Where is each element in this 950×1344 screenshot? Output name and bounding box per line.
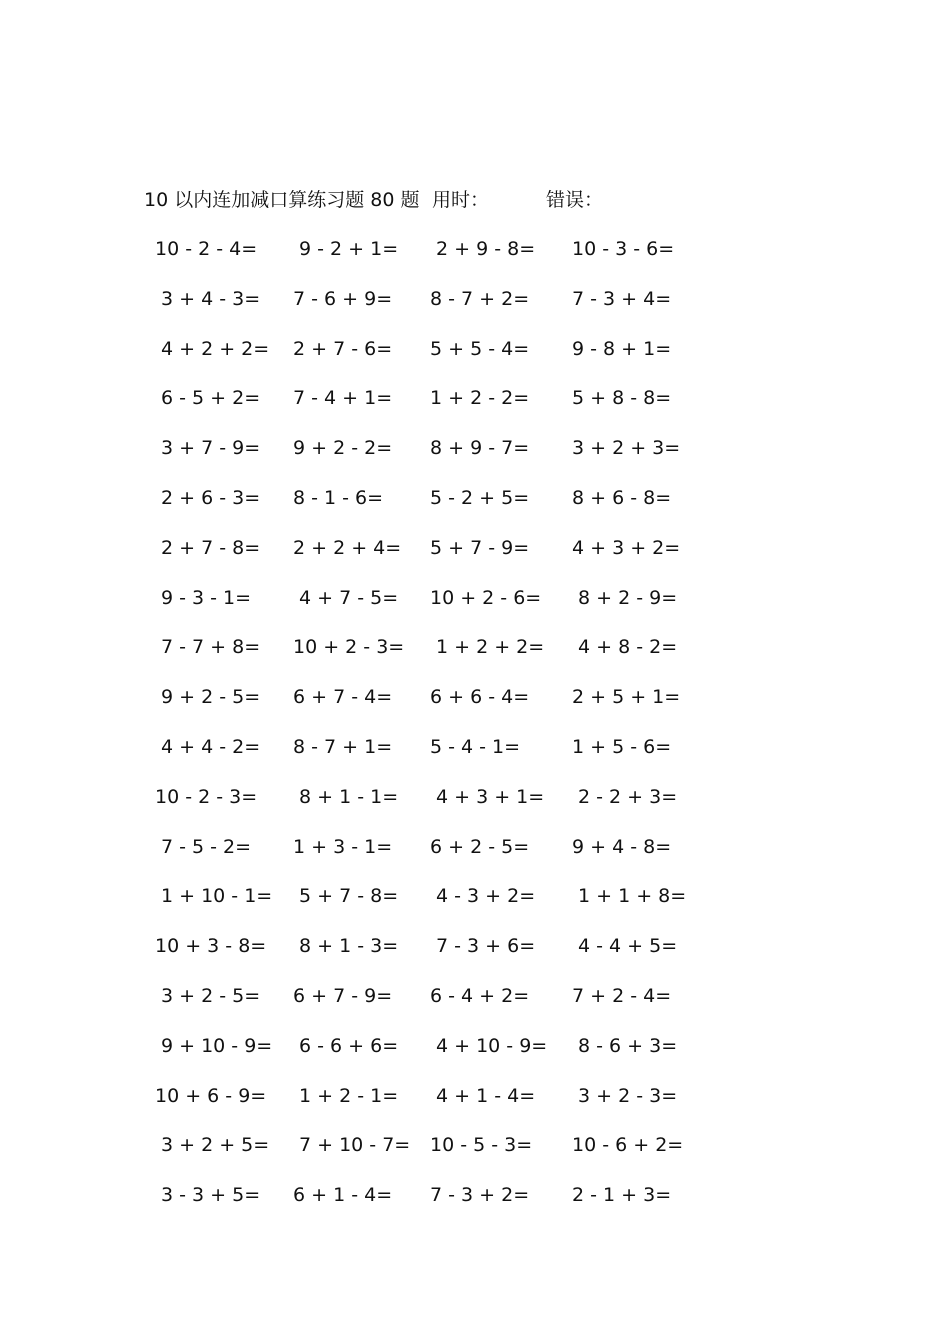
problem-cell: 7 - 7 + 8= [161, 636, 261, 659]
problem-cell: 7 + 2 - 4= [572, 985, 672, 1007]
problem-cell: 1 + 5 - 6= [572, 736, 672, 758]
problem-cell: 4 + 2 + 2= [161, 337, 270, 360]
problem-cell: 3 + 7 - 9= [161, 437, 261, 460]
problem-cell: 7 - 3 + 6= [436, 935, 536, 958]
error-count-label: 错误： [546, 189, 604, 211]
problem-cell: 7 - 3 + 2= [430, 1184, 530, 1207]
problem-cell: 7 - 3 + 4= [572, 287, 672, 310]
problem-cell: 8 + 1 - 3= [299, 935, 399, 958]
problem-cell: 8 - 1 - 6= [293, 487, 384, 509]
problem-row [0, 383, 950, 413]
problem-row [0, 533, 950, 563]
problem-cell: 8 - 7 + 1= [293, 736, 393, 758]
worksheet-title: 10 以内连加减口算练习题 80 题 [144, 189, 420, 211]
problem-cell: 8 + 6 - 8= [572, 487, 672, 509]
problem-row [0, 782, 950, 812]
problem-cell: 1 + 2 - 2= [430, 387, 530, 410]
problem-cell: 9 + 4 - 8= [572, 835, 672, 858]
problem-cell: 2 + 7 - 6= [293, 337, 393, 360]
problem-row [0, 632, 950, 662]
problem-cell: 5 + 5 - 4= [430, 337, 530, 360]
problem-cell: 3 + 2 + 3= [572, 437, 681, 460]
problem-cell: 1 + 2 - 1= [299, 1084, 399, 1107]
problem-row [0, 931, 950, 961]
problem-cell: 10 + 6 - 9= [155, 1084, 267, 1107]
problem-cell: 5 + 8 - 8= [572, 387, 672, 410]
problem-cell: 8 - 6 + 3= [578, 1034, 678, 1057]
problem-cell: 6 - 6 + 6= [299, 1034, 399, 1057]
problem-cell: 4 - 4 + 5= [578, 935, 678, 958]
problem-cell: 1 + 1 + 8= [578, 885, 687, 908]
problem-row [0, 1130, 950, 1160]
problem-cell: 8 - 7 + 2= [430, 287, 530, 310]
problem-cell: 10 + 2 - 6= [430, 586, 542, 609]
problem-cell: 10 + 3 - 8= [155, 935, 267, 958]
problem-cell: 4 + 3 + 1= [436, 785, 545, 808]
problem-cell: 9 - 8 + 1= [572, 337, 672, 360]
problem-cell: 7 - 6 + 9= [293, 287, 393, 310]
problem-cell: 3 + 2 - 3= [578, 1084, 678, 1107]
problem-cell: 6 - 5 + 2= [161, 387, 261, 410]
problem-row [0, 433, 950, 463]
problem-cell: 3 + 2 + 5= [161, 1134, 270, 1157]
problem-row [0, 1031, 950, 1061]
problem-cell: 2 - 2 + 3= [578, 785, 678, 808]
problem-cell: 6 + 2 - 5= [430, 835, 530, 858]
problem-cell: 9 + 10 - 9= [161, 1034, 273, 1057]
problem-cell: 7 - 5 - 2= [161, 835, 252, 858]
problem-cell: 10 - 5 - 3= [430, 1134, 533, 1157]
problem-cell: 4 + 4 - 2= [161, 736, 261, 758]
problem-cell: 6 + 1 - 4= [293, 1184, 393, 1207]
problem-cell: 4 + 7 - 5= [299, 586, 399, 609]
problem-row [0, 682, 950, 712]
problem-cell: 6 + 7 - 9= [293, 985, 393, 1007]
problem-cell: 4 + 1 - 4= [436, 1084, 536, 1107]
problem-cell: 6 + 7 - 4= [293, 686, 393, 709]
problem-cell: 4 + 8 - 2= [578, 636, 678, 659]
problem-row [0, 583, 950, 613]
problem-row [0, 732, 950, 762]
problem-row [0, 981, 950, 1011]
problem-cell: 9 - 3 - 1= [161, 586, 252, 609]
problem-cell: 5 + 7 - 8= [299, 885, 399, 908]
problem-row [0, 483, 950, 513]
problem-cell: 8 + 1 - 1= [299, 785, 399, 808]
problem-cell: 7 + 10 - 7= [299, 1134, 411, 1157]
problem-cell: 9 + 2 - 2= [293, 437, 393, 460]
problem-cell: 5 + 7 - 9= [430, 536, 530, 559]
problem-cell: 5 - 4 - 1= [430, 736, 521, 758]
problem-cell: 10 - 3 - 6= [572, 238, 675, 260]
problem-cell: 10 - 2 - 3= [155, 785, 258, 808]
problem-cell: 3 + 4 - 3= [161, 287, 261, 310]
problem-cell: 1 + 2 + 2= [436, 636, 545, 659]
problem-cell: 8 + 9 - 7= [430, 437, 530, 460]
problem-cell: 5 - 2 + 5= [430, 487, 530, 509]
problem-cell: 4 - 3 + 2= [436, 885, 536, 908]
problem-row [0, 881, 950, 911]
problem-cell: 10 - 2 - 4= [155, 238, 258, 260]
problem-row [0, 1180, 950, 1210]
problem-cell: 1 + 3 - 1= [293, 835, 393, 858]
problem-cell: 10 - 6 + 2= [572, 1134, 684, 1157]
problem-row [0, 284, 950, 314]
problem-cell: 9 + 2 - 5= [161, 686, 261, 709]
problem-row [0, 334, 950, 364]
problem-cell: 6 + 6 - 4= [430, 686, 530, 709]
problem-cell: 2 + 6 - 3= [161, 487, 261, 509]
problem-cell: 8 + 2 - 9= [578, 586, 678, 609]
problem-cell: 4 + 10 - 9= [436, 1034, 548, 1057]
problem-cell: 2 + 2 + 4= [293, 536, 402, 559]
problem-cell: 7 - 4 + 1= [293, 387, 393, 410]
problem-cell: 4 + 3 + 2= [572, 536, 681, 559]
problem-cell: 3 - 3 + 5= [161, 1184, 261, 1207]
problem-cell: 2 + 7 - 8= [161, 536, 261, 559]
time-used-label: 用时： [432, 189, 490, 211]
problem-cell: 2 - 1 + 3= [572, 1184, 672, 1207]
problem-cell: 3 + 2 - 5= [161, 985, 261, 1007]
problem-cell: 6 - 4 + 2= [430, 985, 530, 1007]
problem-cell: 10 + 2 - 3= [293, 636, 405, 659]
problem-row [0, 234, 950, 264]
problem-cell: 2 + 5 + 1= [572, 686, 681, 709]
problem-row [0, 832, 950, 862]
problem-row [0, 1081, 950, 1111]
problem-cell: 9 - 2 + 1= [299, 238, 399, 260]
problem-cell: 2 + 9 - 8= [436, 238, 536, 260]
problem-cell: 1 + 10 - 1= [161, 885, 273, 908]
